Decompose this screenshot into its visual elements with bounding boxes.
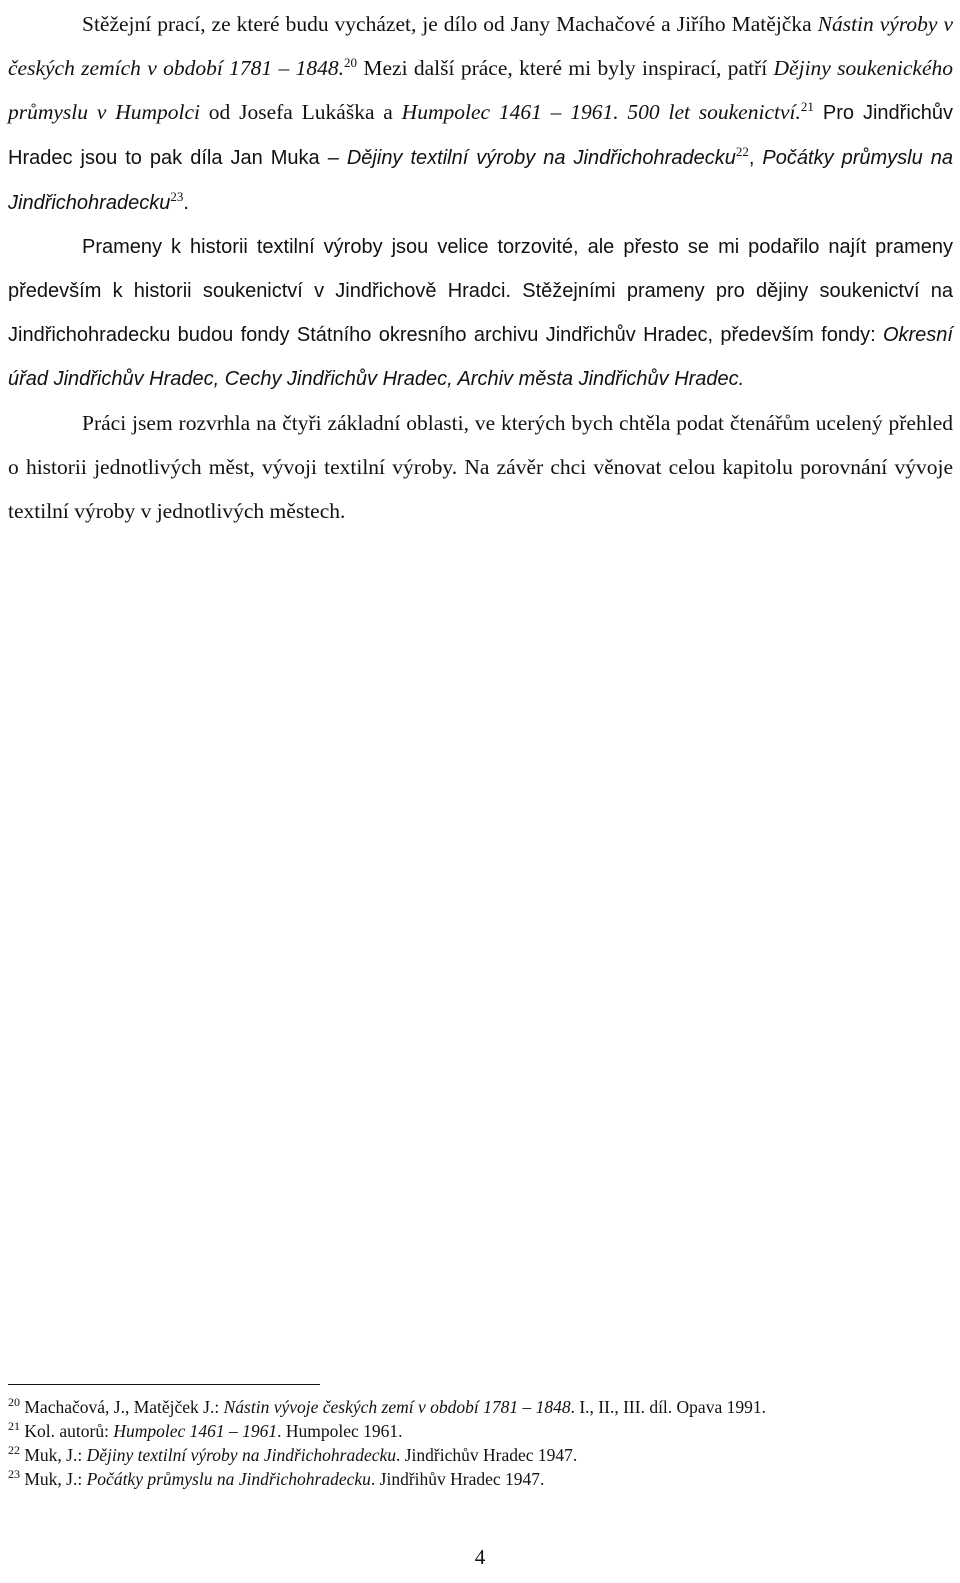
p1-text-2: Mezi další práce, které mi byly inspirací, patří [357, 56, 774, 80]
footnote-publication: . Jindřichův Hradec 1947. [396, 1445, 578, 1465]
paragraph-2 [8, 225, 953, 401]
page-number: 4 [474, 1545, 486, 1569]
footnote-title: Humpolec 1461 – 1961 [113, 1421, 278, 1441]
footnote-publication: . I., II., III. díl. Opava 1991. [570, 1397, 766, 1417]
footnote-title: Nástin vývoje českých zemí v období 1781 – 1848 [223, 1397, 571, 1417]
footnote-title: Dějiny textilní výroby na Jindřichohradecku [86, 1445, 396, 1465]
footnote-author: Machačová, J., Matějček J.: [24, 1397, 224, 1417]
footnotes [8, 1395, 953, 1491]
footnote-ref-22[interactable]: 22 [735, 143, 749, 159]
p1-title-pocatky: Počátky průmyslu na Jindřichohradecku [8, 147, 954, 214]
paragraph-1 [8, 2, 953, 225]
p1-text-3: od Josefa Lukáška a [200, 100, 402, 124]
p1-title-nastin: Nástin výroby v českých zemích v období 1781 – 1848. [8, 12, 953, 80]
footnote-20 [8, 1395, 953, 1419]
footnote-23 [8, 1467, 953, 1491]
paragraph-3 [8, 401, 953, 533]
footnote-number: 20 [8, 1395, 20, 1410]
p1-title-humpolec: Humpolec 1461 – 1961. 500 let soukenictví. [401, 100, 801, 124]
footnote-publication: . Jindřihův Hradec 1947. [370, 1469, 545, 1489]
footnote-ref-23[interactable]: 23 [170, 188, 184, 204]
p2-fonds-list: Okresní úřad Jindřichův Hradec, Cechy Jindřichův Hradec, Archiv města Jindřichův Hradec. [8, 324, 953, 390]
p1-text-6: . [183, 192, 189, 214]
footnote-number: 23 [8, 1467, 20, 1482]
footnote-author: Kol. autorů: [24, 1421, 114, 1441]
p1-text-1: Stěžejní prací, ze které budu vycházet, je dílo od Jany Machačové a Jiřího Matějčka [82, 12, 818, 36]
footnote-title: Počátky průmyslu na Jindřichohradecku [86, 1469, 371, 1489]
p3-text-1: Práci jsem rozvrhla na čtyři základní oblasti, ve kterých bych chtěla podat čtenářům ucelený přehled o historii jednotlivých měst, vývoji textilní výroby. Na závěr chci věnovat celou kapitolu porovnání vývoje textilní výroby v jednotlivých městech. [8, 411, 953, 523]
footnote-separator [8, 1384, 320, 1385]
footnote-number: 22 [8, 1443, 20, 1458]
footnote-22 [8, 1443, 953, 1467]
footnote-number: 21 [8, 1419, 20, 1434]
p2-text-1: Prameny k historii textilní výroby jsou velice torzovité, ale přesto se mi podařilo najít prameny především k historii soukenictví v Jindřichově Hradci. Stěžejními prameny pro dějiny soukenictví na Jindřichohradecku budou fondy Státního okresního archivu Jindřichův Hradec, především fondy: [8, 236, 953, 346]
footnote-publication: . Humpolec 1961. [277, 1421, 403, 1441]
footnote-21 [8, 1419, 953, 1443]
p1-text-5: , [748, 147, 763, 169]
footnote-ref-21[interactable]: 21 [800, 98, 814, 114]
p1-text-4: Pro Jindřichův Hradec jsou to pak díla Jan Muka – [8, 102, 954, 169]
body-text [8, 2, 953, 533]
p1-title-dejiny-textilni: Dějiny textilní výroby na Jindřichohradecku [346, 147, 736, 169]
footnote-author: Muk, J.: [24, 1445, 87, 1465]
p1-title-dejiny-soukenickeho: Dějiny soukenického průmyslu v Humpolci [8, 56, 953, 124]
footnote-author: Muk, J.: [24, 1469, 87, 1489]
footnote-ref-20[interactable]: 20 [344, 54, 358, 70]
